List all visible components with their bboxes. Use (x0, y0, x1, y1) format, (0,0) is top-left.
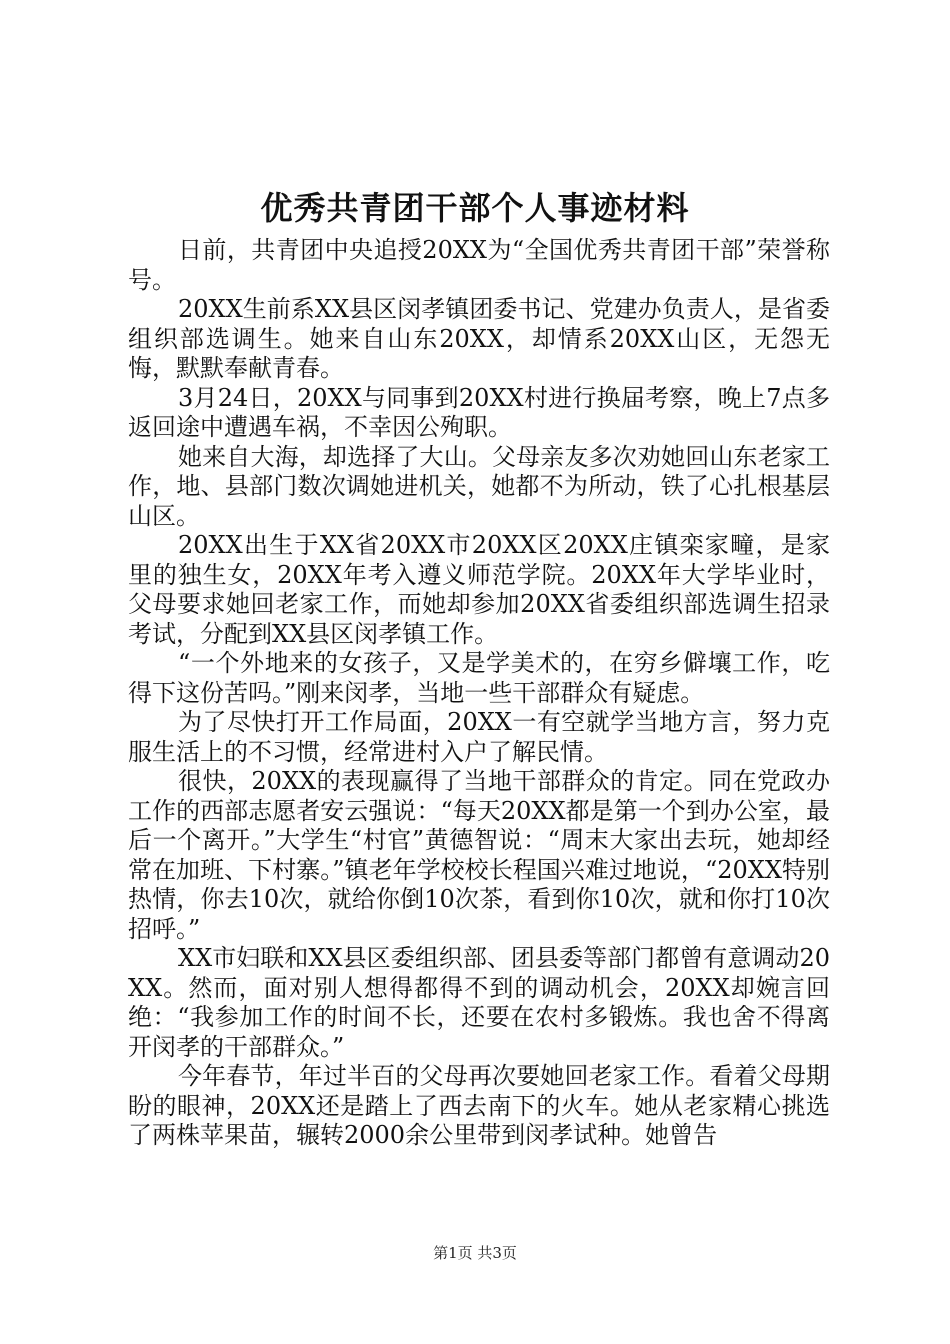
document-body (128, 236, 830, 1151)
paragraph: 她来自大海，却选择了大山。父母亲友多次劝她回山东老家工作，地、县部门数次调她进机关，她都不为所动，铁了心扎根基层山区。 (128, 442, 830, 530)
paragraph: 今年春节，年过半百的父母再次要她回老家工作。看着父母期盼的眼神，20XX还是踏上了西去南下的火车。她从老家精心挑选了两株苹果苗，辗转2000余公里带到闵孝试种。她曾告 (128, 1062, 830, 1149)
page-footer: 第1页 共3页 (433, 1244, 517, 1262)
paragraph: XX市妇联和XX县区委组织部、团县委等部门都曾有意调动20XX。然而，面对别人想得都得不到的调动机会，20XX却婉言回绝：“我参加工作的时间不长，还要在农村多锻炼。我也舍不得离开闵孝的干部群众。” (128, 944, 830, 1061)
paragraph: 很快，20XX的表现赢得了当地干部群众的肯定。同在党政办工作的西部志愿者安云强说：“每天20XX都是第一个到办公室，最后一个离开。”大学生“村官”黄德智说：“周末大家出去玩，她却经常在加班、下村寨。”镇老年学校校长程国兴难过地说，“20XX特别热情，你去10次，就给你倒10次茶，看到你10次，就和你打10次招呼。” (128, 767, 830, 943)
paragraph: “一个外地来的女孩子，又是学美术的，在穷乡僻壤工作，吃得下这份苦吗。”刚来闵孝，当地一些干部群众有疑虑。 (128, 649, 830, 707)
paragraph: 20XX出生于XX省20XX市20XX区20XX庄镇栾家疃，是家里的独生女，20XX年考入遵义师范学院。20XX年大学毕业时，父母要求她回老家工作，而她却参加20XX省委组织部选调生招录考试，分配到XX县区闵孝镇工作。 (128, 531, 830, 648)
paragraph: 为了尽快打开工作局面，20XX一有空就学当地方言，努力克服生活上的不习惯，经常进村入户了解民情。 (128, 708, 830, 766)
paragraph: 日前，共青团中央追授20XX为“全国优秀共青团干部”荣誉称号。 (128, 236, 830, 294)
paragraph: 20XX生前系XX县区闵孝镇团委书记、党建办负责人，是省委组织部选调生。她来自山东20XX，却情系20XX山区，无怨无悔，默默奉献青春。 (128, 295, 830, 382)
document-title: 优秀共青团干部个人事迹材料 (260, 189, 690, 227)
paragraph: 3月24日，20XX与同事到20XX村进行换届考察，晚上7点多返回途中遭遇车祸，不幸因公殉职。 (128, 383, 830, 441)
